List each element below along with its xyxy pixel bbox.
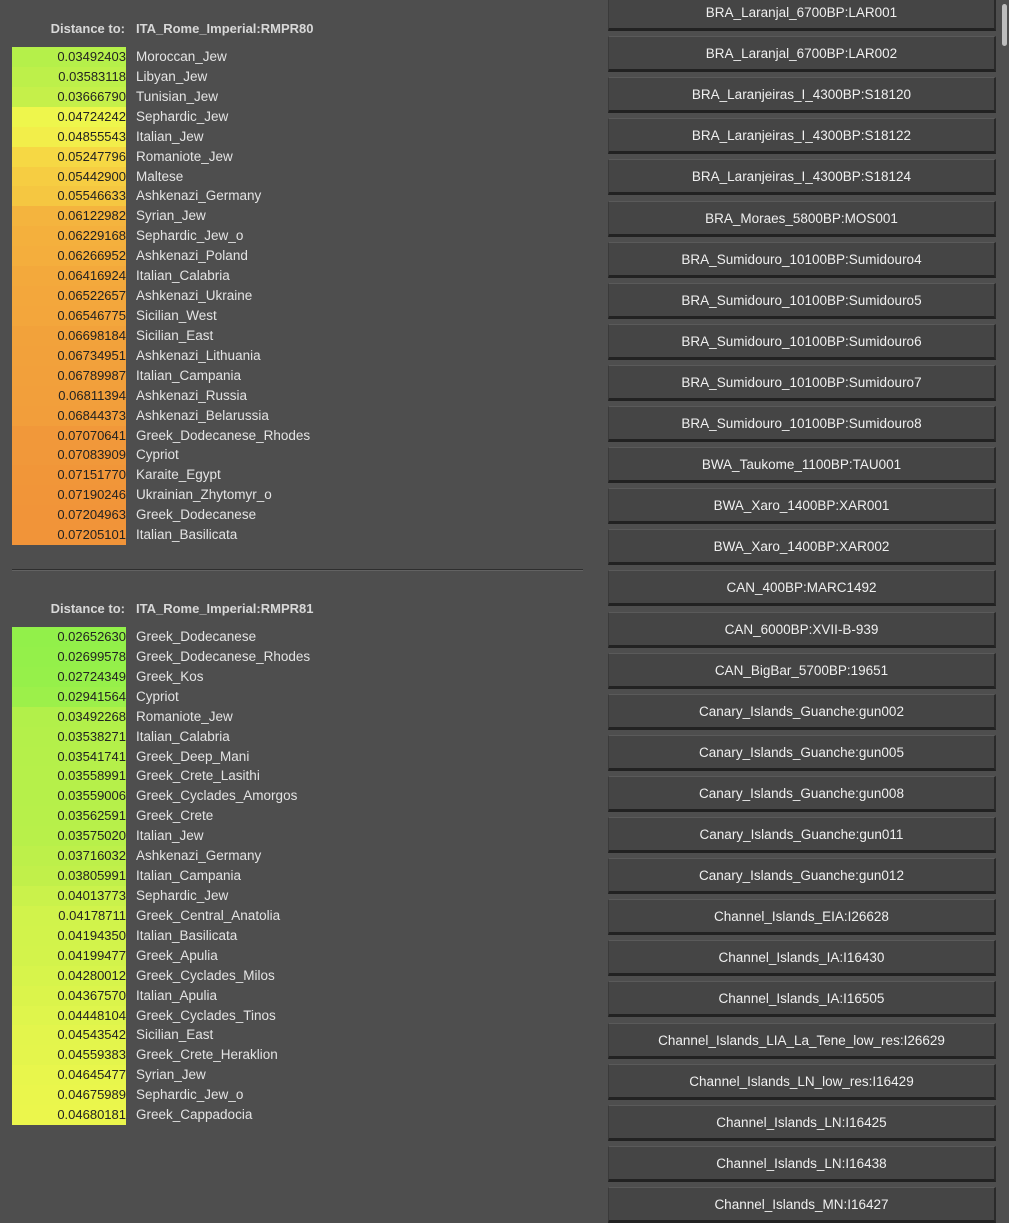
- population-name: Greek_Kos: [136, 668, 204, 684]
- sample-button[interactable]: Canary_Islands_Guanche:gun002: [608, 694, 996, 730]
- population-name: Cypriot: [136, 688, 179, 704]
- sample-button[interactable]: BRA_Sumidouro_10100BP:Sumidouro8: [608, 406, 996, 442]
- population-name: Romaniote_Jew: [136, 148, 233, 164]
- sample-button[interactable]: Channel_Islands_LN_low_res:I16429: [608, 1064, 996, 1100]
- distance-value: 0.04855543: [12, 127, 126, 147]
- distance-target: ITA_Rome_Imperial:RMPR81: [136, 601, 314, 616]
- sample-button[interactable]: BWA_Xaro_1400BP:XAR002: [608, 529, 996, 565]
- population-name: Moroccan_Jew: [136, 49, 227, 64]
- distance-value: 0.06122982: [12, 206, 126, 226]
- distance-value: 0.02699578: [12, 647, 126, 667]
- distance-value: 0.04680181: [12, 1105, 126, 1125]
- distance-value: 0.04178711: [12, 906, 126, 926]
- population-name: Italian_Jew: [136, 828, 204, 844]
- scrollbar[interactable]: [1000, 0, 1009, 1200]
- population-name: Italian_Campania: [136, 367, 242, 383]
- distance-value: 0.05247796: [12, 147, 126, 167]
- sample-button[interactable]: Channel_Islands_IA:I16505: [608, 981, 996, 1017]
- population-name: Karaite_Egypt: [136, 467, 221, 483]
- distance-value: 0.04013773: [12, 886, 126, 906]
- distance-value: 0.06266952: [12, 246, 126, 266]
- population-name: Libyan_Jew: [136, 68, 208, 84]
- sample-button[interactable]: CAN_6000BP:XVII-B-939: [608, 612, 996, 648]
- sample-button[interactable]: BRA_Sumidouro_10100BP:Sumidouro6: [608, 324, 996, 360]
- population-name: Sicilian_East: [136, 1027, 214, 1043]
- population-name: Ashkenazi_Lithuania: [136, 347, 261, 363]
- sample-button[interactable]: BRA_Sumidouro_10100BP:Sumidouro5: [608, 283, 996, 319]
- distance-value: 0.04543542: [12, 1025, 126, 1045]
- population-name: Greek_Dodecanese_Rhodes: [136, 648, 311, 664]
- sample-button[interactable]: BRA_Laranjeiras_I_4300BP:S18120: [608, 77, 996, 113]
- sample-button[interactable]: BRA_Laranjeiras_I_4300BP:S18122: [608, 118, 996, 154]
- distance-value: 0.07205101: [12, 525, 126, 545]
- distance-value: 0.07204963: [12, 505, 126, 525]
- distance-value: 0.03666790: [12, 87, 126, 107]
- distance-value: 0.03492268: [12, 707, 126, 727]
- distance-value: 0.04194350: [12, 926, 126, 946]
- distance-value: 0.02724349: [12, 667, 126, 687]
- population-name: Tunisian_Jew: [136, 88, 219, 104]
- population-name: Romaniote_Jew: [136, 708, 233, 724]
- population-name: Greek_Deep_Mani: [136, 748, 250, 764]
- population-name: Greek_Dodecanese: [136, 629, 257, 644]
- sample-button[interactable]: CAN_400BP:MARC1492: [608, 570, 996, 606]
- population-name: Greek_Dodecanese_Rhodes: [136, 427, 311, 443]
- distance-value: 0.06844373: [12, 406, 126, 426]
- sample-button[interactable]: Channel_Islands_LN:I16425: [608, 1105, 996, 1141]
- population-name: Ashkenazi_Belarussia: [136, 407, 269, 423]
- population-name: Greek_Crete_Lasithi: [136, 768, 260, 784]
- distance-value: 0.06789987: [12, 366, 126, 386]
- scrollbar-thumb[interactable]: [1002, 4, 1007, 46]
- population-name: Sephardic_Jew: [136, 887, 229, 903]
- distance-value: 0.03562591: [12, 806, 126, 826]
- distance-value: 0.04645477: [12, 1065, 126, 1085]
- distance-value: 0.05546633: [12, 186, 126, 206]
- distance-value: 0.04199477: [12, 946, 126, 966]
- population-name: Sephardic_Jew_o: [136, 228, 244, 244]
- distance-value: 0.03538271: [12, 727, 126, 747]
- distance-value: 0.03558991: [12, 766, 126, 786]
- population-name: Greek_Central_Anatolia: [136, 907, 281, 923]
- distance-value: 0.04724242: [12, 107, 126, 127]
- sample-button[interactable]: Channel_Islands_LN:I16438: [608, 1146, 996, 1182]
- distance-value: 0.06698184: [12, 326, 126, 346]
- distance-value: 0.06229168: [12, 226, 126, 246]
- population-name: Italian_Basilicata: [136, 527, 238, 543]
- distance-value: 0.05442900: [12, 167, 126, 187]
- sample-button[interactable]: Channel_Islands_EIA:I26628: [608, 899, 996, 935]
- distance-value: 0.04367570: [12, 986, 126, 1006]
- distance-value: 0.07151770: [12, 465, 126, 485]
- population-name: Ashkenazi_Poland: [136, 248, 248, 264]
- sample-button[interactable]: BWA_Xaro_1400BP:XAR001: [608, 488, 996, 524]
- distance-value: 0.06416924: [12, 266, 126, 286]
- population-name: Greek_Cyclades_Tinos: [136, 1007, 276, 1023]
- population-name: Greek_Dodecanese: [136, 507, 257, 523]
- section-divider: [12, 569, 583, 571]
- population-name: Italian_Calabria: [136, 268, 230, 284]
- distance-label: Distance to:: [50, 21, 125, 36]
- sample-button[interactable]: BRA_Laranjeiras_I_4300BP:S18124: [608, 159, 996, 195]
- sample-button[interactable]: BRA_Sumidouro_10100BP:Sumidouro4: [608, 242, 996, 278]
- population-name: Ashkenazi_Germany: [136, 848, 262, 864]
- distance-value: 0.06522657: [12, 286, 126, 306]
- distance-value: 0.03583118: [12, 67, 126, 87]
- distance-value: 0.04448104: [12, 1006, 126, 1026]
- population-name: Cypriot: [136, 447, 179, 463]
- population-name: Italian_Jew: [136, 128, 204, 144]
- sample-button[interactable]: BRA_Laranjal_6700BP:LAR001: [608, 0, 996, 31]
- sample-button-list: [606, 0, 1000, 1212]
- sample-button[interactable]: BWA_Taukome_1100BP:TAU001: [608, 447, 996, 483]
- population-name: Sephardic_Jew: [136, 108, 229, 124]
- population-name: Ashkenazi_Russia: [136, 387, 248, 403]
- population-name: Ashkenazi_Germany: [136, 188, 262, 204]
- sample-button[interactable]: BRA_Sumidouro_10100BP:Sumidouro7: [608, 365, 996, 401]
- distance-value: 0.06811394: [12, 386, 126, 406]
- population-name: Greek_Cyclades_Amorgos: [136, 788, 298, 804]
- population-name: Ukrainian_Zhytomyr_o: [136, 487, 272, 503]
- sample-button[interactable]: Canary_Islands_Guanche:gun005: [608, 735, 996, 771]
- population-name: Greek_Cyclades_Milos: [136, 967, 275, 983]
- sample-button[interactable]: CAN_BigBar_5700BP:19651: [608, 653, 996, 689]
- distance-value: 0.04675989: [12, 1085, 126, 1105]
- distance-target: ITA_Rome_Imperial:RMPR80: [136, 21, 314, 36]
- population-name: Ashkenazi_Ukraine: [136, 288, 253, 304]
- population-name: Italian_Basilicata: [136, 927, 238, 943]
- distance-label: Distance to:: [50, 601, 125, 616]
- population-name: Greek_Crete: [136, 808, 214, 824]
- sample-button[interactable]: Canary_Islands_Guanche:gun012: [608, 858, 996, 894]
- distance-value: 0.06734951: [12, 346, 126, 366]
- population-name: Greek_Cappadocia: [136, 1107, 253, 1123]
- population-name: Sicilian_East: [136, 327, 214, 343]
- distance-value: 0.04559383: [12, 1045, 126, 1065]
- population-name: Syrian_Jew: [136, 208, 206, 224]
- sample-button[interactable]: Canary_Islands_Guanche:gun008: [608, 776, 996, 812]
- distance-value: 0.03541741: [12, 747, 126, 767]
- population-name: Italian_Apulia: [136, 987, 218, 1003]
- population-name: Maltese: [136, 168, 184, 184]
- sample-button[interactable]: BRA_Laranjal_6700BP:LAR002: [608, 36, 996, 72]
- sample-button[interactable]: Canary_Islands_Guanche:gun011: [608, 817, 996, 853]
- sample-button[interactable]: BRA_Moraes_5800BP:MOS001: [608, 201, 996, 237]
- distance-value: 0.02652630: [12, 627, 126, 647]
- population-name: Greek_Apulia: [136, 947, 218, 963]
- distance-value: 0.07190246: [12, 485, 126, 505]
- population-name: Syrian_Jew: [136, 1067, 206, 1083]
- distance-value: 0.03492403: [12, 47, 126, 67]
- distance-value: 0.03716032: [12, 846, 126, 866]
- population-name: Italian_Calabria: [136, 728, 230, 744]
- distance-value: 0.03575020: [12, 826, 126, 846]
- distance-value: 0.02941564: [12, 687, 126, 707]
- distance-value: 0.07083909: [12, 445, 126, 465]
- sample-button[interactable]: Channel_Islands_IA:I16430: [608, 940, 996, 976]
- population-name: Greek_Crete_Heraklion: [136, 1047, 278, 1063]
- population-name: Sephardic_Jew_o: [136, 1087, 244, 1103]
- sample-button[interactable]: Channel_Islands_MN:I16427: [608, 1187, 996, 1223]
- distance-value: 0.04280012: [12, 966, 126, 986]
- population-name: Sicilian_West: [136, 307, 217, 323]
- distance-value: 0.03805991: [12, 866, 126, 886]
- sample-button[interactable]: Channel_Islands_LIA_La_Tene_low_res:I26629: [608, 1023, 996, 1059]
- distance-value: 0.03559006: [12, 786, 126, 806]
- population-name: Italian_Campania: [136, 868, 242, 884]
- distance-value: 0.06546775: [12, 306, 126, 326]
- distance-value: 0.07070641: [12, 426, 126, 446]
